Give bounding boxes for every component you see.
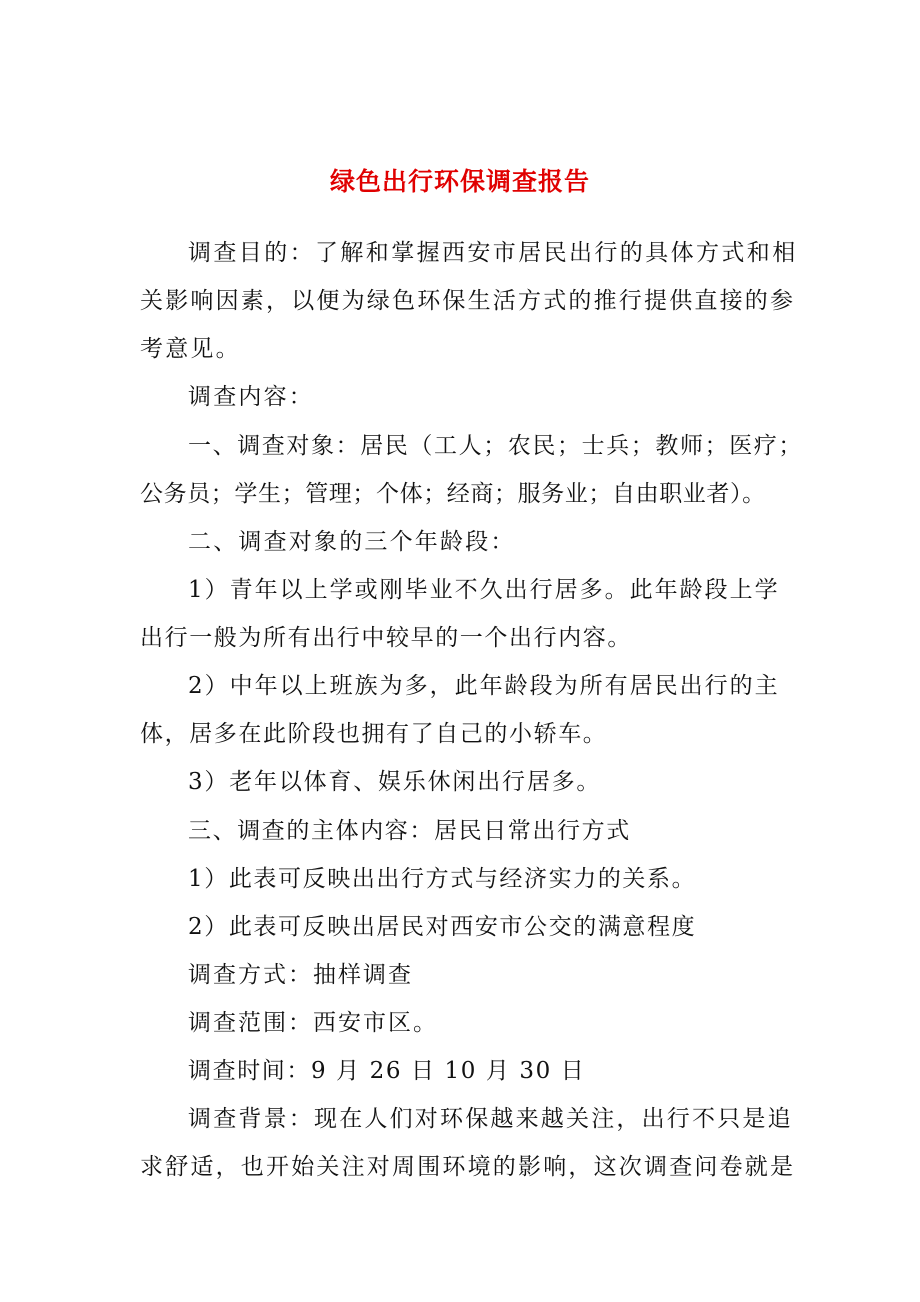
section-heading-main-content: 三、调查的主体内容：居民日常出行方式 <box>188 818 631 844</box>
list-item-table-economy: 1）此表可反映出出行方式与经济实力的关系。 <box>188 866 697 892</box>
section-heading-content: 调查内容： <box>188 384 314 410</box>
list-item-elderly: 3）老年以体育、娱乐休闲出行居多。 <box>188 769 602 795</box>
list-item-youth-line-1: 1）青年以上学或刚毕业不久出行居多。此年龄段上学 <box>188 577 780 603</box>
paragraph-method: 调查方式：抽样调查 <box>188 962 413 988</box>
list-item-youth-line-2: 出行一般为所有出行中较早的一个出行内容。 <box>140 625 632 651</box>
list-item-middle-age-line-2: 体，居多在此阶段也拥有了自己的小轿车。 <box>140 721 608 747</box>
paragraph-purpose-line-3: 考意见。 <box>140 336 241 362</box>
list-item-table-satisfaction: 2）此表可反映出居民对西安市公交的满意程度 <box>188 914 697 940</box>
list-item-middle-age-line-1: 2）中年以上班族为多，此年龄段为所有居民出行的主 <box>188 673 780 699</box>
paragraph-subjects-line-2: 公务员；学生；管理；个体；经商；服务业；自由职业者）。 <box>140 481 766 507</box>
paragraph-purpose-line-1: 调查目的：了解和掌握西安市居民出行的具体方式和相 <box>188 240 798 266</box>
paragraph-subjects-line-1: 一、调查对象：居民（工人；农民；士兵；教师；医疗； <box>188 433 803 459</box>
paragraph-background-line-2: 求舒适，也开始关注对周围环境的影响，这次调查问卷就是 <box>140 1154 796 1180</box>
paragraph-time: 调查时间：9 月 26 日 10 月 30 日 <box>188 1058 586 1084</box>
paragraph-purpose-line-2: 关影响因素，以便为绿色环保生活方式的推行提供直接的参 <box>140 288 796 314</box>
section-heading-age-groups: 二、调查对象的三个年龄段： <box>188 529 516 555</box>
paragraph-scope: 调查范围：西安市区。 <box>188 1010 438 1036</box>
paragraph-background-line-1: 调查背景：现在人们对环保越来越关注，出行不只是追 <box>188 1106 793 1132</box>
document-title: 绿色出行环保调查报告 <box>329 167 590 196</box>
